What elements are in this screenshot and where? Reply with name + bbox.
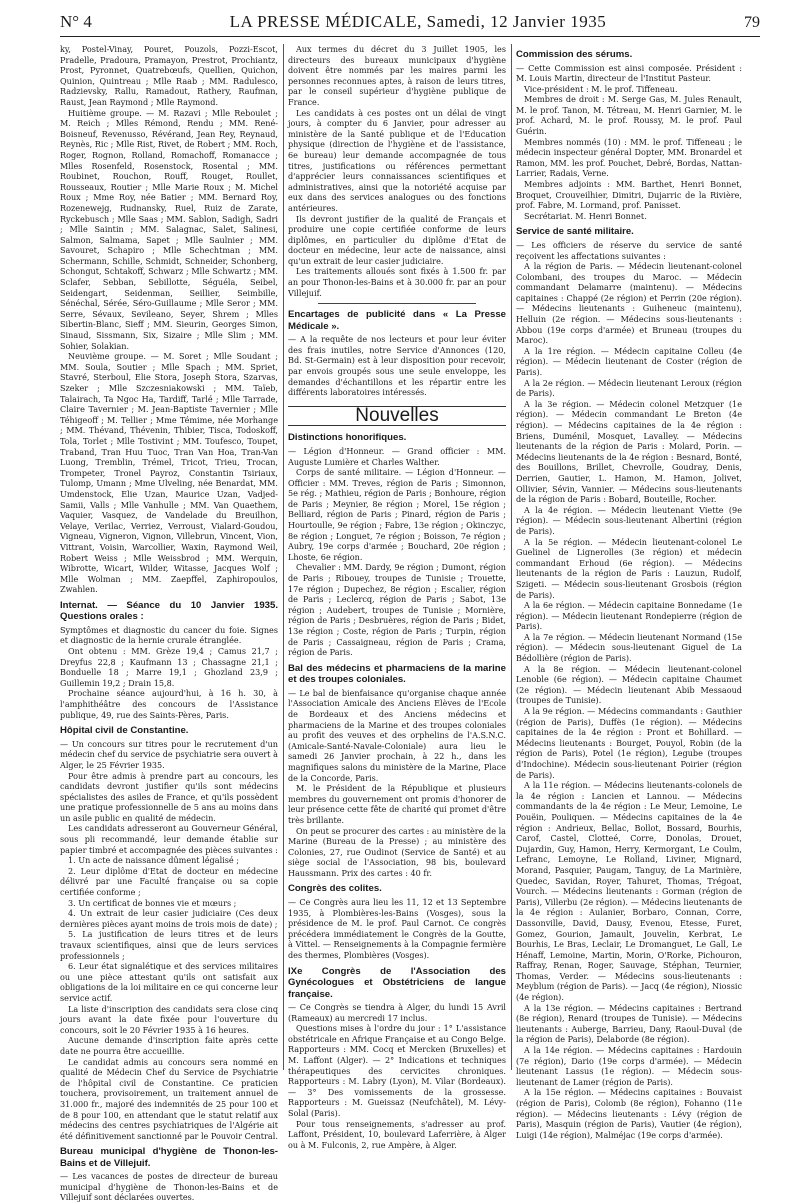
section-heading: Commission des sérums.: [516, 49, 633, 60]
paragraph: A la 6e région. — Médecin capitaine Bonnedame (1e région). — Médecin lieutenant Rondepierre (région de Paris).: [516, 600, 742, 632]
column-divider: [283, 44, 284, 1070]
paragraph: A la 14e région. — Médecins capitaines : Hardouin (7e région), Dario (19e corps d'armée). — Médecin lieutenant Lassus (1e région). — Médecin sous-lieutenant de Lamer (région de Paris).: [516, 1045, 742, 1087]
paragraph: — Le bal de bienfaisance qu'organise chaque année l'Association Amicale des Anciens Elèves de l'Ecole de Bordeaux et des Anciens médecins et pharmaciens de la Marine et des troupes coloniales au profit des veuves et des orphelins de l'A.S.N.C. (Amicale-Santé-Navale-Coloniale) aura lieu le samedi 26 Janvier prochain, à 22 h., dans les magnifiques salons du ministère de la Marine, Place de la Concorde, Paris.: [288, 687, 506, 783]
paragraph: Questions mises à l'ordre du jour : 1° L'assistance obstétricale en Afrique Française et au Congo Belge. Rapporteurs : MM. Cocq et Mercken (Bruxelles) et M. Laffont (Alger). — 2° Indications et techniques thérapeutiques des cervicites chroniques. Rapporteurs : M. Labry (Lyon), M. Vilar (Bordeaux). — 3° Des vomissements de la grossesse. Rapporteurs : M. Gueissaz (Neufchâtel), M. Lévy-Solal (Paris).: [288, 1023, 506, 1118]
paragraph: A la 3e région. — Médecin colonel Metzquer (1e région). — Médecin commandant Le Breton (4e région). — Médecins capitaines de la 4e région : Briens, Duménil, Mosquet, Lavalley. — Médecins lieutenants de la région de Paris : Molard, Porin. — Médecins lieutenants de la 4e région : Besnard, Bonté, des Bouillons, Brillet, Chevrolle, Goudray, Denis, Derrien, Gautier, L. Hamon, M. Hamon, Jolivet, Ollivier, Sévin, Vannier. — Médecins sous-lieutenants de la région de Paris : Bobard, Bouteille, Rocher.: [516, 398, 742, 505]
paragraph: 2. Leur diplôme d'Etat de docteur en médecine délivré par une Faculté française ou sa copie certifiée conforme ;: [60, 865, 278, 898]
page-number: 79: [744, 14, 760, 31]
paragraph: Chevalier : MM. Dardy, 9e région ; Dumont, région de Paris ; Ribouey, troupes de Tunisie ; Trouette, 17e région ; Dupechez, 8e région ; Escalier, région de Paris ; Leclercq, région de Paris ; Sabot, 13e région ; Audebert, troupes de Tunisie ; Mornière, région de Paris ; Desbruères, région de Paris ; Bidet, 13e région ; Coste, région de Paris ; Turpin, région de Paris ; Cassaigneau, région de Paris ; Crama, région de Paris.: [288, 562, 506, 658]
paragraph: Membres de droit : M. Serge Gas, M. Jules Renault, M. le prof. Tanon, M. Tétreau, M. Henri Garnier, M. le prof. Achard, M. le prof. Roussy, M. le prof. Paul Guérin.: [516, 94, 742, 137]
paragraph: Corps de santé militaire. — Légion d'Honneur. — Officier : MM. Treves, région de Paris ; Simonnon, 5e rég. ; Mathieu, région de Paris ; Bonhoure, région de Paris ; Meynier, 8e région ; Morel, 15e région ; Belliard, région de Paris ; Pinard, région de Paris ; Hourtoulle, 9e région ; Fabre, 13e région ; Okinczyc, 8e région ; Longuet, 7e région ; Boisson, 7e région ; Aubry, 19e corps d'armée ; Bouchard, 20e région ; Lhoste, 6e région.: [288, 467, 506, 562]
paragraph: — Ce Congrès aura lieu les 11, 12 et 13 Septembre 1935, à Plombières-les-Bains (Vosges), sous la présidence de M. le prof. Paul Carnot. Ce congrès précédera immédiatement le Congrès de la Goutte, à Vittel. — Renseignements à la Compagnie fermière des thermes, Plombières (Vosges).: [288, 896, 506, 960]
paragraph: — Légion d'Honneur. — Grand officier : MM. Auguste Lumière et Charles Walther.: [288, 445, 506, 467]
section-heading: Congrès des colites.: [288, 883, 382, 895]
paragraph: 3. Un certificat de bonnes vie et mœurs ;: [68, 897, 237, 908]
section-heading: IXe Congrès de l'Association des Gynécologues et Obstétriciens de langue française.: [288, 965, 506, 1000]
paragraph: Membres nommés (10) : MM. le prof. Tiffeneau ; le médecin inspecteur général Dopter, MM. Bronardel et Ramon, MM. les prof. Pouchet, Debré, Bordas, Nattan-Larrier, Radais, Verne.: [516, 136, 742, 179]
section-heading: Hôpital civil de Constantine.: [60, 725, 189, 737]
issue-number: N° 4: [60, 12, 92, 31]
paragraph: Neuvième groupe. — M. Soret ; Mlle Soudant ; MM. Soula, Soutier ; Mlle Spach ; MM. Spriet, Stavré, Sterboul, Elie Stora, Joseph Stora, Szarvas, Szeker ; Mlle Szczesniakowski ; MM. Taïeb, Talairach, Ta Ngoc Ha, Tardiff, Tarlé ; Mlle Tarrade, Claire Tavernier ; M. Jean-Baptiste Tavernier ; Mlle Téhigeoff ; M. Tellier ; Mme Témime, née Morhange ; MM. Thévand, Thévenin, Thibier, Tisca, Todoskoff, Tola, Torlet ; Mlle Tostivint ; MM. Toufesco, Toupet, Traband, Tran Huu Tuoc, Tran Van Hoa, Tran-Van Luong, Tremblin, Trémel, Tricot, Trieu, Trocan, Trompeter, Tronel Payroz, Constantin Tsiriaux, Tulomp, Umann ; Mme Ulveling, née Benardat, MM. Umdenstock, Elie Uzan, Maurice Uzan, Vadjed-Samii, Valls ; Mlle Vanhulle ; MM. Van Quaethem, Vaquier, Vasquez, de Vandelade du Breuilhon, Velaye, Verilac, Verriez, Verroust, Vialard-Goudou, Vigneau, Vigneron, Vignon, Villebrun, Vincent, Vion, Vittrant, Voisin, Warcollier, Waxin, Raymond Weil, Robert Weiss ; Mlle Weissbrod ; MM. Werquin, Wibrotte, Wicart, Wilder, Witasse, Jacques Wolf ; Mlle Wolman ; MM. Zaepffel, Zaphiropoulos, Zwahlen.: [60, 351, 278, 595]
paragraph: Prochaine séance aujourd'hui, à 16 h. 30, à l'amphithéâtre des concours de l'Assistance publique, 49, rue des Saints-Pères, Paris.: [60, 688, 278, 720]
paragraph: A la 2e région. — Médecin lieutenant Leroux (région de Paris).: [516, 377, 742, 399]
section-heading: Distinctions honorifiques.: [288, 432, 407, 444]
paragraph: Les candidats adresseront au Gouverneur Général, sous pli recommandé, leur demande établie sur papier timbré et accompagnée des pièces suivantes :: [60, 823, 278, 855]
paragraph: — Les vacances de postes de directeur de bureau municipal d'hygiène de Thonon-les-Bains et de Villejuif sont déclarées ouvertes.: [60, 1171, 278, 1203]
paragraph: Pour tous renseignements, s'adresser au prof. Laffont, Président, 10, boulevard Laferrière, à Alger ou à M. Fulconis, 2, rue Ampère, à Alger.: [288, 1118, 506, 1150]
section-heading: Bal des médecins et pharmaciens de la marine et des troupes coloniales.: [288, 662, 506, 686]
column-divider: [511, 44, 512, 1070]
paragraph: A la 11e région. — Médecins lieutenants-colonels de la 4e région : Lancien et Lannou. — Médecins commandants de la 4e région : Le Meur, Lemoine, Le Pouëin, Pouliquen. — Médecins capitaines de la 4e région : Andrieux, Bellac, Bollot, Bossard, Bourhis, Carof, Castel, Clotteé, Corre, Donolas, Drouet, Dujardin, Guy, Hamon, Herry, Kermorgant, Le Coulm, Lefranc, Lemoyne, Le Rolland, Liviner, Mignard, Morand, Pasquier, Paugam, Tanguy, de La Marinière, Quedec, Savidan, Royer, Tahuret, Thomas, Trégoat, Vourch. — Médecins lieutenants : Gorman (région de Paris), Villerbu (2e région). — Médecins lieutenants de la 4e région : Aulanier, Borbaro, Connan, Corre, Dassonville, David, Dausy, Evenou, Etesse, Furet, Gomez, Gourion, Jamault, Jouvelin, Kerbrat, Le Bourhis, Le Bras, Leclair, Le Dromanguet, Le Gall, Le Hénaff, Lemoine, Martin, Morin, O'Rorke, Pichouron, Raffray, Renan, Roger, Sauvage, Stéphan, Teurnier, Thomas, Verder. — Médecins sous-lieutenants : Meyblum (région de Paris). — Jacq (4e région), Niossic (4e région).: [516, 780, 742, 1003]
header-rule: [60, 36, 760, 37]
paragraph: 4. Un extrait de leur casier judiciaire (Ces deux dernières pièces ayant moins de trois mois de date) ;: [60, 908, 278, 929]
paragraph: A la 1re région. — Médecin capitaine Colleu (4e région). — Médecin lieutenant de Coster (région de Paris).: [516, 345, 742, 378]
paragraph: — Ce Congrès se tiendra à Alger, du lundi 15 Avril (Rameaux) au mercredi 17 inclus.: [288, 1002, 506, 1023]
page-header: [60, 12, 760, 34]
paragraph: Vice-président : M. le prof. Tiffeneau.: [524, 83, 678, 94]
paragraph: — Un concours sur titres pour le recrutement d'un médecin chef du service de psychiatrie sera ouvert à Alger, le 25 Février 1935.: [60, 738, 278, 770]
column-left: [60, 44, 278, 1203]
paragraph: A la 5e région. — Médecin lieutenant-colonel Le Guelinel de Lignerolles (3e région) et médecin commandant Erhoud (6e région). — Médecins lieutenants de la région de Paris : Lauzun, Rudolf, Szigeti. — Médecin sous-lieutenant Grosbois (région de Paris).: [516, 536, 742, 600]
paragraph: A la 15e région. — Médecins capitaines : Bouvaist (région de Paris), Colomb (8e région), Fohanno (11e région). — Médecins lieutenants : Lévy (région de Paris), Masquin (région de Paris), Vautier (4e région), Luigi (14e région), Malméjac (19e corps d'armée).: [516, 1087, 742, 1140]
section-heading: Service de santé militaire.: [516, 226, 634, 238]
paragraph: — Cette Commission est ainsi composée. Président : M. Louis Martin, directeur de l'Institut Pasteur.: [516, 62, 742, 84]
paragraph: A la 7e région. — Médecin lieutenant Normand (15e région). — Médecin sous-lieutenant Giguel de La Bédollière (région de Paris).: [516, 631, 742, 664]
paragraph: A la 8e région. — Médecin lieutenant-colonel Lenoble (6e région). — Médecin capitaine Chaumet (2e région). — Médecin lieutenant Abib Messaoud (troupes de Tunisie).: [516, 663, 742, 706]
paragraph: Aucune demande d'inscription faite après cette date ne pourra être accueillie.: [60, 1035, 278, 1056]
paragraph: Ils devront justifier de la qualité de Français et produire une copie certifiée conforme de leurs diplômes, en particulier du diplôme d'Etat de docteur en médecine, leur acte de naissance, ainsi qu'un extrait de leur casier judiciaire.: [288, 213, 506, 266]
paragraph: Ont obtenu : MM. Grèze 19,4 ; Camus 21,7 ; Dreyfus 22,8 ; Kaufmann 13 ; Chassagne 21,1 ; Bonduelle 18 ; Marre 19,1 ; Ghozland 23,9 ; Guillemin 19,2 ; Drain 15,8.: [60, 646, 278, 688]
paragraph: 5. La justification de leurs titres et de leurs travaux scientifiques, ainsi que de leurs services professionnels ;: [60, 929, 278, 961]
paragraph: A la 4e région. — Médecin lieutenant Viette (9e région). — Médecin sous-lieutenant Albertini (région de Paris).: [516, 504, 742, 536]
page-title: LA PRESSE MÉDICALE, Samedi, 12 Janvier 1935: [229, 12, 607, 31]
paragraph: Les traitements alloués sont fixés à 1.500 fr. par an pour Thonon-les-Bains et à 30.000 fr. par an pour Villejuif.: [288, 266, 506, 298]
paragraph: A la région de Paris. — Médecin lieutenant-colonel Colombani, des troupes du Maroc. — Médecin commandant Delamarre (maintenu). — Médecins capitaines : Chappé (2e région) et Perrin (20e région). — Médecins lieutenants : Guiheneuc (maintenu), Helluin (2e région. — Médecins sous-lieutenants : Abbou (19e corps d'armée) et Bruneau (troupes du Maroc).: [516, 261, 742, 346]
paragraph: Secrétariat. M. Henri Bonnet.: [524, 210, 647, 221]
paragraph: A la 13e région. — Médecins capitaines : Bertrand (8e région), Renard (troupes de Tunisie). — Médecins lieutenants : Auberge, Barrieu, Dany, Raoul-Duval (de la région de Paris), Delaborde (8e région).: [516, 1002, 742, 1045]
paragraph: — Les officiers de réserve du service de santé reçoivent les affectations suivantes :: [516, 239, 742, 261]
paragraph: Membres adjoints : MM. Barthet, Henri Bonnet, Broquet, Crouveilhier, Dimitri, Dujarric de la Rivière, prof. Fabre, M. Lormand, prof. Panisset.: [516, 179, 742, 211]
paragraph: A la 9e région. — Médecins commandants : Gauthier (région de Paris), Duffès (1e région). — Médecins capitaines de la 4e région : Pront et Bohillard. — Médecins lieutenants : Bourget, Pouyol, Robin (de la région de Paris), Potel (1e région), Legube (troupes d'Indochine). Médecin sous-lieutenant Poirier (région de Paris).: [516, 706, 742, 780]
paragraph: On peut se procurer des cartes : au ministère de la Marine (Bureau de la Presse) ; au ministère des Colonies, 27, rue Oudinot (Service de Santé) et au siège social de l'Association, 98 bis, boulevard Haussmann. Prix des cartes : 40 fr.: [288, 825, 506, 878]
paragraph: Symptômes et diagnostic du cancer du foie. Signes et diagnostic de la hernie crurale étranglée.: [60, 624, 278, 646]
paragraph: — A la requête de nos lecteurs et pour leur éviter des frais inutiles, notre Service d'Annonces (120, Bd. St-Germain) est à leur disposition pour recevoir, par envois groupés sous une seule enveloppe, les demandes d'échantillons et les répartir entre les différents laboratoires intéressés.: [288, 334, 506, 398]
paragraph: La liste d'inscription des candidats sera close cinq jours avant la date fixée pour l'ouverture du concours, soit le 20 Février 1935 à 16 heures.: [60, 1003, 278, 1035]
paragraph: 1. Un acte de naissance dûment légalisé ;: [68, 855, 239, 866]
paragraph: ky, Postel-Vinay, Pouret, Pouzols, Pozzi-Escot, Pradelle, Pradoura, Pramayon, Prestrot, Prochiantz, Prost, Pyronnet, Quatrebœufs, Quellien, Quichon, Quinion, Quintreau ; Mlle Raab ; MM. Radulesco, Radzievsky, Rallu, Ramadout, Rathery, Raufman, Raust, Jean Raymond ; Mlle Raymond.: [60, 44, 278, 107]
section-banner-title: Nouvelles: [288, 406, 506, 427]
section-heading: Encartages de publicité dans « La Presse Médicale ».: [288, 309, 506, 332]
divider: [318, 303, 476, 304]
section-heading: Bureau municipal d'hygiène de Thonon-les-Bains et de Villejuif.: [60, 1146, 278, 1169]
paragraph: 6. Leur état signalétique et des services militaires ou une pièce attestant qu'ils ont satisfait aux obligations de la loi militaire en ce qui concerne leur service actif.: [60, 961, 278, 1003]
section-heading: Internat. — Séance du 10 Janvier 1935. Questions orales :: [60, 599, 278, 623]
paragraph: Huitième groupe. — M. Razavi ; Mlle Reboulet ; M. Reich ; Mlles Rémond, Rendu ; MM. René-Boisneuf, Revenusso, Révérand, Jean Rey, Reynaud, Reynès, Ric ; Mlle Rist, Rivet, de Robert ; MM. Roch, Roger, Rognon, Rolland, Romachoff, Romanacce ; Mlles Rosenfeld, Rosenstock, Rosental ; MM. Roubinet, Rouchon, Rouff, Rouget, Roullet, Rousseaux, Routier ; Mlle Marie Roux ; M. Michel Roux ; Mme Roy, née Batier ; MM. Bernard Roy, Rozenewejg, Rudnansky, Ruel, Ruiz de Zarate, Ryckebusch ; Mlle Saas ; MM. Sablon, Sadigh, Sadri ; Mlle Saintin ; MM. Salagnac, Salet, Salinesi, Salmon, Salmama, Sapet ; Mlle Saulnier ; MM. Savouret, Schapiro ; Mlle Schechtman ; MM. Schermann, Schille, Schmidt, Schneider, Schonberg, Schongut, Schtakoff, Schwarz ; Mlle Schwartz ; MM. Sclafer, Sebban, Sebillotte, Séguéla, Seibel, Seidengart, Seidenman, Seillier, Seimbille, Sénéchal, Sérée, Séro-Guillaume ; Mlle Seror ; MM. Serre, Sévaux, Sevileano, Seyer, Shrem ; Mlles Sibertin-Blanc, Sieff ; MM. Sieurin, Georges Simon, Sinaud, Sissmann, Six, Sizaire ; Mlle Slim ; MM. Sohier, Solakian.: [60, 107, 278, 351]
column-right: [516, 44, 742, 1140]
column-middle: [288, 44, 506, 1150]
paragraph: Le candidat admis au concours sera nommé en qualité de Médecin Chef du Service de Psychiatrie de l'hôpital civil de Constantine. Ce praticien touchera, provisoirement, un traitement annuel de 31.000 fr., majoré des indemnités de 25 pour 100 et de 8 pour 100, en attendant que le statut relatif aux médecins des centres psychiatriques de l'Algérie ait été définitivement sanctionné par le Pouvoir Central.: [60, 1056, 278, 1141]
paragraph: M. le Président de la République et plusieurs membres du gouvernement ont promis d'honorer de leur présence cette fête de charité qui promet d'être très brillante.: [288, 783, 506, 825]
paragraph: Pour être admis à prendre part au concours, les candidats devront justifier qu'ils sont médecins spécialistes des asiles de France, et qu'ils possèdent une pratique professionnelle de 5 ans au moins dans un asile public en qualité de médecin.: [60, 770, 278, 823]
paragraph: Les candidats à ces postes ont un délai de vingt jours, à compter du 6 Janvier, pour adresser au ministère de la Santé publique et de l'Education physique (direction de l'hygiène et de l'assistance, 6e bureau) leur demande accompagnée de tous titres, justifications ou références permettant d'apprécier leurs connaissances scientifiques et administratives, ainsi que la notoriété acquise par eux dans des services analogues ou des fonctions antérieures.: [288, 107, 506, 213]
paragraph: Aux termes du décret du 3 Juillet 1905, les directeurs des bureaux municipaux d'hygiène doivent être nommés par les maires parmi les personnes reconnues aptes, à raison de leurs titres, par le conseil supérieur d'hygiène publique de France.: [288, 44, 506, 107]
